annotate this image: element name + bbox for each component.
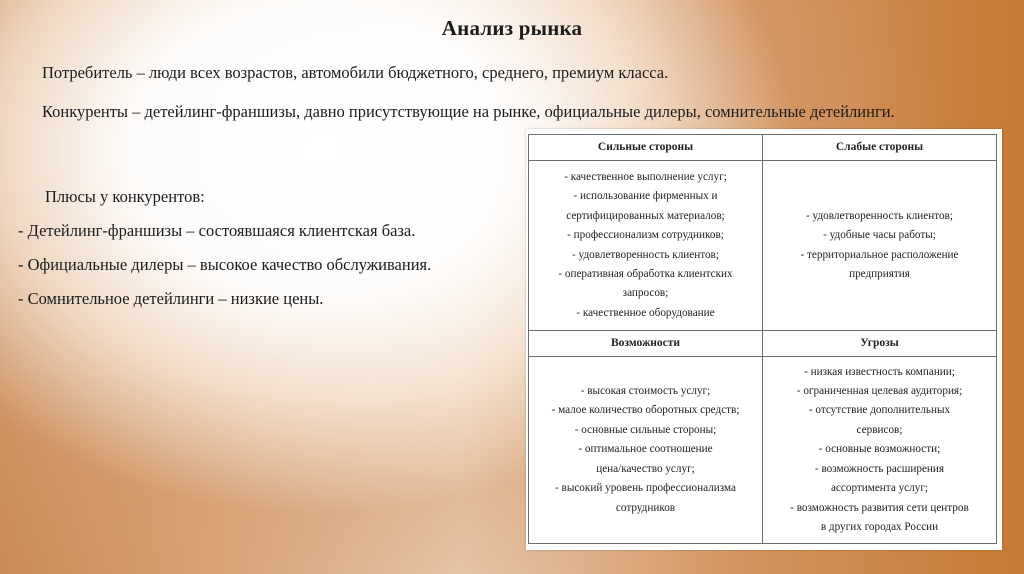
- swot-line: - оперативная обработка клиентских: [558, 267, 733, 280]
- swot-cell-strengths: [529, 161, 763, 331]
- swot-cell-threats: [763, 357, 997, 544]
- swot-line: предприятия: [849, 267, 910, 280]
- swot-line: сервисов;: [856, 423, 903, 436]
- pluses-heading: Плюсы у конкурентов:: [45, 187, 205, 206]
- swot-line: сотрудников: [615, 501, 676, 514]
- swot-line: сертифицированных материалов;: [566, 209, 725, 222]
- consumer-paragraph: Потребитель – люди всех возрастов, автомобили бюджетного, среднего, премиум класса.: [42, 63, 669, 82]
- competitor-pluses: [18, 180, 431, 316]
- swot-line: цена/качество услуг;: [596, 462, 695, 475]
- pluses-item: - Детейлинг-франшизы – состоявшаяся клиентская база.: [18, 221, 416, 240]
- swot-line: - удовлетворенность клиентов;: [572, 248, 719, 261]
- swot-table-container: [526, 129, 1002, 550]
- swot-line: - профессионализм сотрудников;: [567, 229, 724, 242]
- swot-line: - высокий уровень профессионализма: [555, 482, 736, 495]
- page-title: Анализ рынка: [441, 16, 583, 40]
- swot-line: ассортимента услуг;: [830, 482, 929, 495]
- swot-line: - использование фирменных и: [573, 190, 718, 203]
- pluses-item: - Официальные дилеры – высокое качество обслуживания.: [18, 255, 432, 274]
- swot-lines: [533, 382, 758, 518]
- swot-line: в других городах России: [820, 520, 939, 533]
- swot-lines: [767, 363, 992, 538]
- swot-line: - низкая известность компании;: [804, 365, 955, 378]
- swot-cell-opportunities: [529, 357, 763, 544]
- swot-lines: [533, 168, 758, 323]
- swot-header-threats: Угрозы: [763, 331, 997, 357]
- swot-header-weaknesses: Слабые стороны: [763, 135, 997, 161]
- swot-line: - качественное оборудование: [576, 306, 715, 319]
- pluses-item: - Сомнительное детейлинги – низкие цены.: [18, 289, 324, 308]
- swot-line: - возможность расширения: [814, 462, 945, 475]
- competitors-paragraph: Конкуренты – детейлинг-франшизы, давно присутствующие на рынке, официальные дилеры, сомнительные детейлинги.: [42, 102, 895, 121]
- swot-line: - основные сильные стороны;: [574, 423, 717, 436]
- swot-line: - возможность развития сети центров: [790, 501, 969, 514]
- swot-line: - малое количество оборотных средств;: [551, 404, 740, 417]
- swot-line: - удобные часы работы;: [823, 229, 936, 242]
- swot-line: - удовлетворенность клиентов;: [806, 209, 953, 222]
- swot-line: - территориальное расположение: [800, 248, 959, 261]
- swot-line: запросов;: [622, 287, 669, 300]
- swot-table: [528, 134, 997, 544]
- swot-line: - оптимальное соотношение: [578, 443, 713, 456]
- swot-line: - отсутствие дополнительных: [808, 404, 951, 417]
- swot-line: - высокая стоимость услуг;: [580, 385, 711, 398]
- swot-line: - основные возможности;: [818, 443, 941, 456]
- swot-line: - качественное выполнение услуг;: [564, 170, 727, 183]
- swot-lines: [767, 207, 992, 285]
- swot-header-opportunities: Возможности: [529, 331, 763, 357]
- swot-cell-weaknesses: [763, 161, 997, 331]
- swot-line: - ограниченная целевая аудитория;: [796, 385, 963, 398]
- swot-header-strengths: Сильные стороны: [529, 135, 763, 161]
